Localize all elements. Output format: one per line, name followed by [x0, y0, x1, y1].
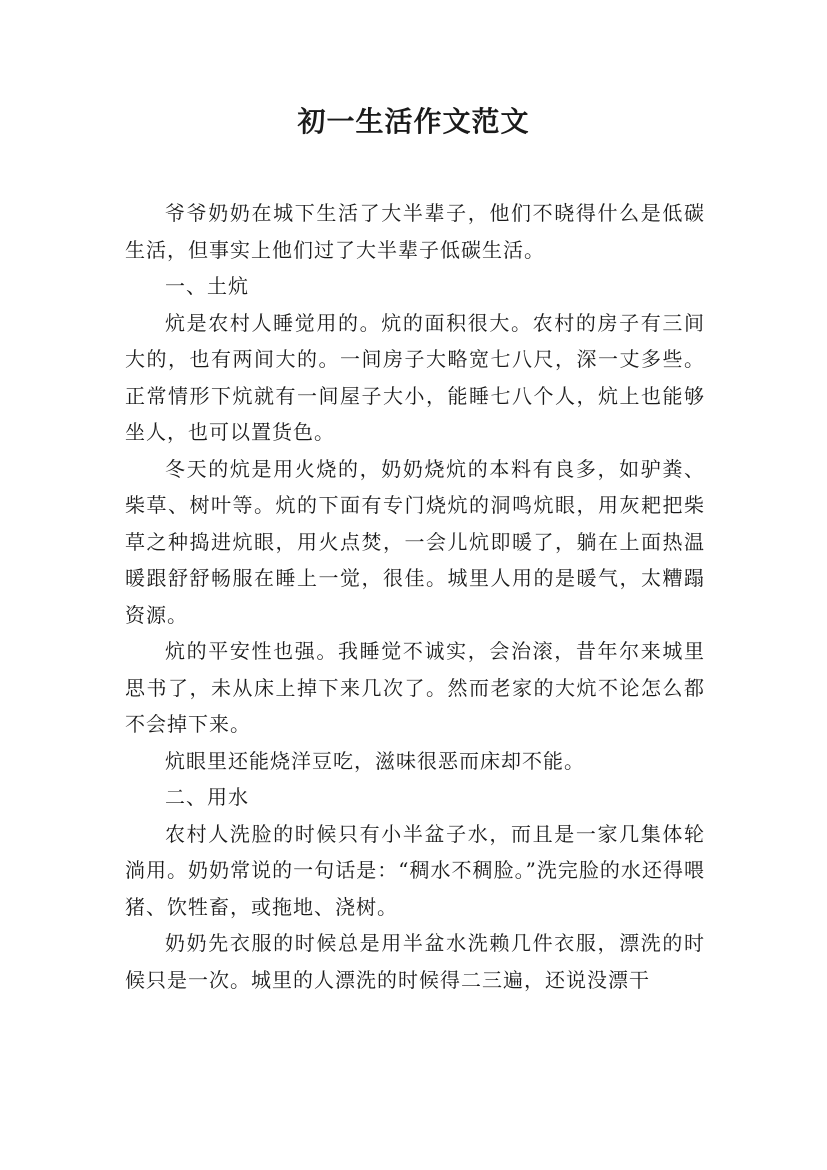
paragraph-water-laundry: 奶奶先衣服的时候总是用半盆水洗赖几件衣服，漂洗的时候只是一次。城里的人漂洗的时候得二三遍，还说没漂干	[125, 931, 705, 992]
section-heading-water: 二、用水	[165, 785, 249, 809]
paragraph-kang-description: 炕是农村人睡觉用的。炕的面积很大。农村的房子有三间大的，也有两间大的。一间房子大略宽七八尺，深一丈多些。正常情形下炕就有一间屋子大小，能睡七八个人，炕上也能够坐人，也可以置货色。	[125, 310, 705, 444]
paragraph-intro: 爷爷奶奶在城下生活了大半辈子，他们不晓得什么是低碳生活，但事实上他们过了大半辈子低碳生活。	[125, 201, 705, 262]
document-title: 初一生活作文范文	[297, 105, 530, 138]
document-body	[125, 195, 705, 998]
paragraph-kang-safety: 炕的平安性也强。我睡觉不诚实，会治滚，昔年尔来城里思书了，未从床上掉下来几次了。然而老家的大炕不论怎么都不会掉下来。	[125, 639, 705, 736]
paragraph-kang-potatoes: 炕眼里还能烧洋豆吃，滋味很恶而床却不能。	[165, 748, 585, 773]
paragraph-water-washing: 农村人洗脸的时候只有小半盆子水，而且是一家几集体轮淌用。奶奶常说的一句话是：“稠水不稠脸。”洗完脸的水还得喂猪、饮牲畜，或拖地、浇树。	[125, 821, 705, 919]
section-heading-kang: 一、土炕	[165, 274, 249, 298]
paragraph-kang-heating: 冬天的炕是用火烧的，奶奶烧炕的本料有良多，如驴粪、柴草、树叶等。炕的下面有专门烧炕的洞鸣炕眼，用灰耙把柴草之种捣进炕眼，用火点焚，一会儿炕即暖了，躺在上面热温暖跟舒舒畅服在睡上一觉，很佳。城里人用的是暖气，太糟蹋资源。	[125, 456, 705, 627]
